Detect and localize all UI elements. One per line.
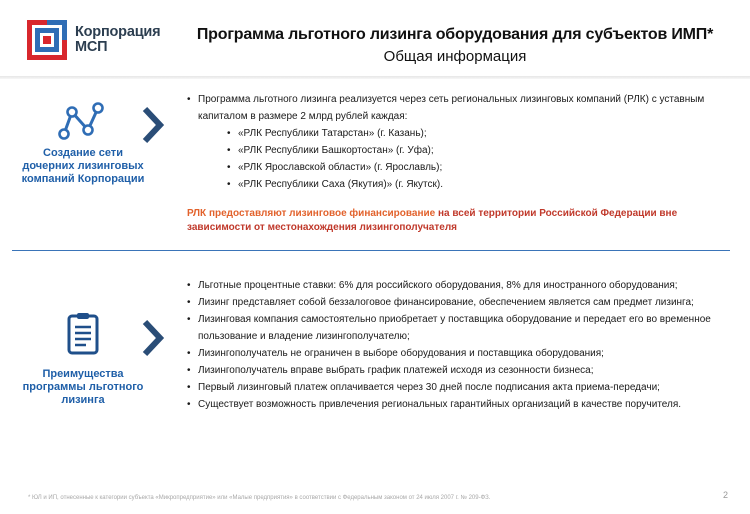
- msp-logo-icon: [27, 20, 67, 60]
- logo-line-1: Корпорация: [75, 24, 161, 40]
- list-item: • Лизинг представляет собой беззалоговое финансирование, обеспечением является сам предмет лизинга;: [187, 294, 717, 311]
- section-benefits-content: [187, 277, 717, 413]
- section-network-label: Создание сети дочерних лизинговых компаний Корпорации: [21, 147, 145, 185]
- header-divider: [0, 76, 750, 79]
- logo-text: [75, 25, 160, 55]
- chevron-right-icon: [140, 318, 166, 358]
- company-list: [198, 125, 707, 193]
- highlight-text: РЛК предоставляют лизинговое финансирование: [187, 208, 438, 219]
- slide-header: [190, 26, 720, 65]
- coverage-highlight: [187, 207, 707, 235]
- list-item: • Существует возможность привлечения региональных гарантийных организаций в качестве поручителя.: [187, 396, 717, 413]
- logo-line-2: МСП: [75, 39, 108, 55]
- page-number: 2: [723, 490, 729, 500]
- chevron-right-icon: [140, 105, 166, 145]
- list-item: • «РЛК Республики Татарстан» (г. Казань);: [227, 125, 707, 142]
- list-item: • «РЛК Ярославской области» (г. Ярославль);: [227, 159, 707, 176]
- list-item: [187, 91, 707, 193]
- list-item: • Первый лизинговый платеж оплачивается через 30 дней после подписания акта приема-передачи;: [187, 379, 717, 396]
- list-item: • Лизингополучатель не ограничен в выборе оборудования и поставщика оборудования;: [187, 345, 717, 362]
- network-nodes-icon: [58, 102, 104, 140]
- list-item: • Лизингополучатель вправе выбрать график платежей исходя из сезонности бизнеса;: [187, 362, 717, 379]
- highlight-emphasis: на всей территории Российской Федерации вне зависимости от местонахождения лизингополучателя: [187, 208, 678, 233]
- benefits-bullet-list: [187, 277, 717, 413]
- list-item: • «РЛК Республики Саха (Якутия)» (г. Якутск).: [227, 176, 707, 193]
- section-benefits-label: Преимущества программы льготного лизинга: [22, 368, 144, 406]
- page-title: Программа льготного лизинга оборудования для субъектов ИМП*: [196, 26, 714, 43]
- network-intro: Программа льготного лизинга реализуется через сеть региональных лизинговых компаний (РЛК) с уставным капиталом в размере 2 млрд рублей каждая:: [198, 94, 705, 122]
- document-icon: [66, 312, 100, 356]
- page-subtitle: Общая информация: [383, 48, 527, 65]
- list-item: • Льготные процентные ставки: 6% для российского оборудования, 8% для иностранного оборудования;: [187, 277, 717, 294]
- section-network-content: [187, 91, 707, 235]
- list-item: • «РЛК Республики Башкортостан» (г. Уфа);: [227, 142, 707, 159]
- network-bullet-list: [187, 91, 707, 193]
- footnote: * ЮЛ и ИП, отнесенные к категории субъекта «Микропредприятие» или «Малые предприятия» в соответствии с Федеральным законом от 24 июля 2007 г. № 209-ФЗ.: [28, 495, 491, 501]
- corporation-logo: [27, 20, 160, 60]
- section-divider: [12, 250, 730, 251]
- list-item: • Лизинговая компания самостоятельно приобретает у поставщика оборудование и передает его во временное пользование и владение лизингополучателю;: [187, 311, 717, 345]
